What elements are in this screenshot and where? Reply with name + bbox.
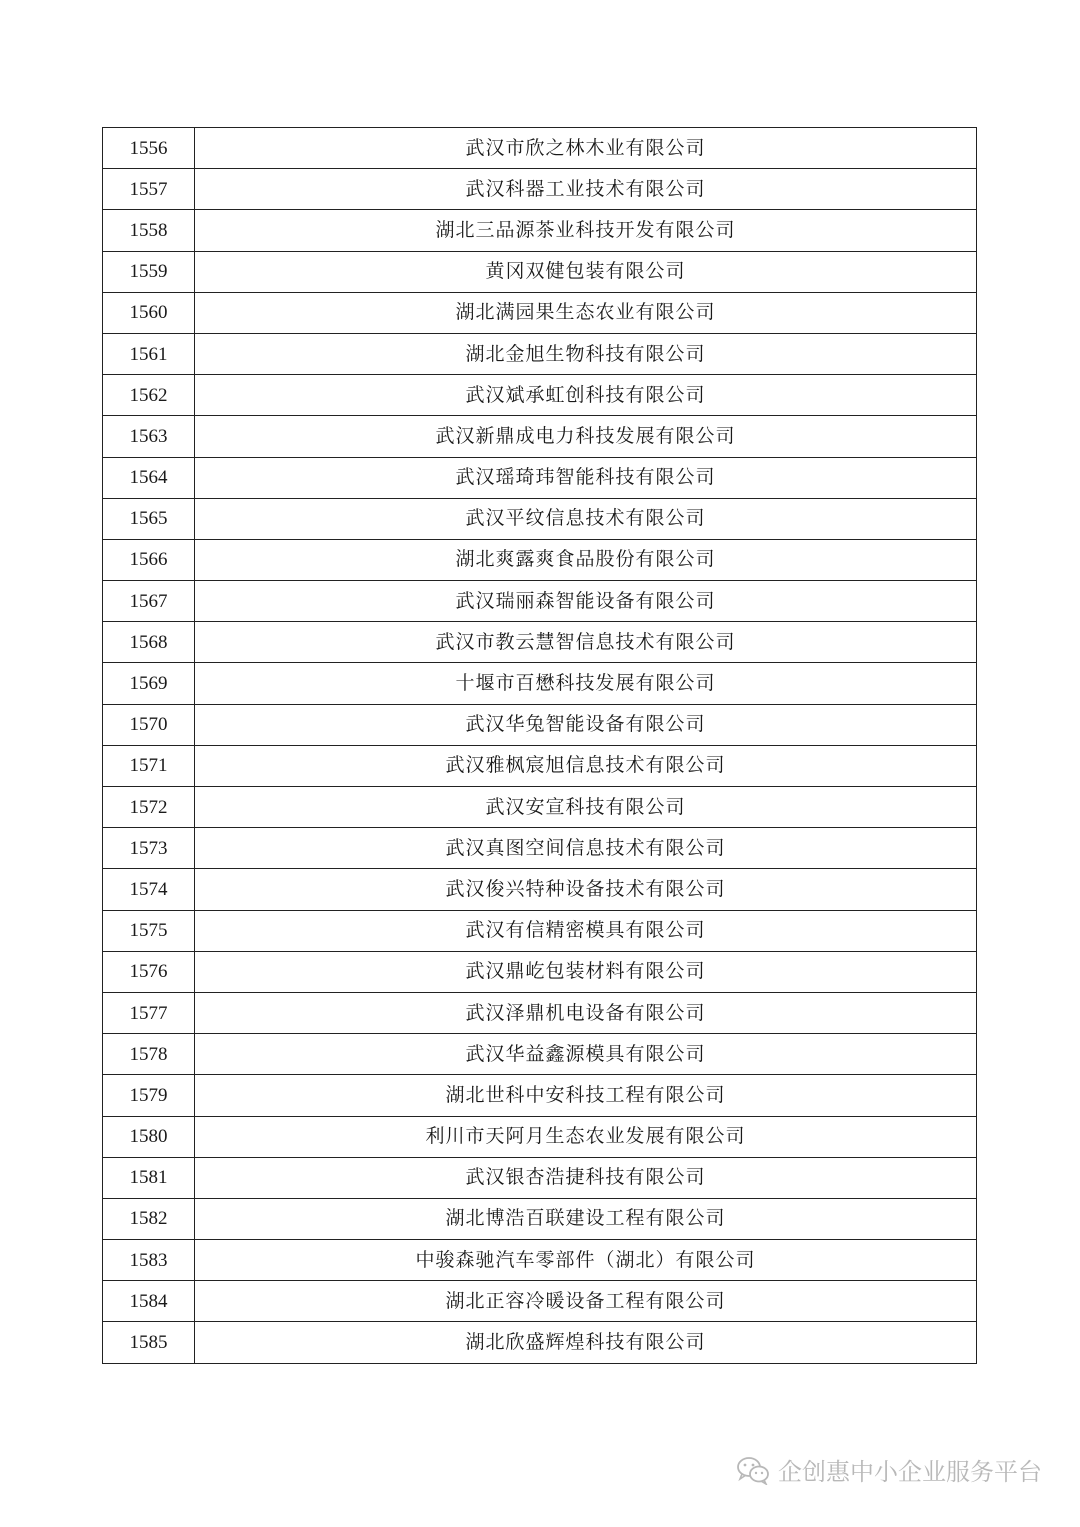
table-row <box>103 910 977 951</box>
row-number: 1558 <box>103 210 195 251</box>
watermark-text: 企创惠中小企业服务平台 <box>778 1458 1042 1486</box>
company-name: 湖北正容冷暖设备工程有限公司 <box>195 1281 977 1322</box>
table-row <box>103 828 977 869</box>
table-row <box>103 251 977 292</box>
table-row <box>103 1157 977 1198</box>
table-row <box>103 663 977 704</box>
table-row <box>103 1075 977 1116</box>
table-row <box>103 169 977 210</box>
table-row <box>103 581 977 622</box>
row-number: 1564 <box>103 457 195 498</box>
table-row <box>103 787 977 828</box>
wechat-icon <box>736 1455 770 1485</box>
table-row <box>103 333 977 374</box>
company-name: 武汉华益鑫源模具有限公司 <box>195 1034 977 1075</box>
company-name: 中骏森驰汽车零部件（湖北）有限公司 <box>195 1240 977 1281</box>
table-row <box>103 992 977 1033</box>
company-name: 十堰市百懋科技发展有限公司 <box>195 663 977 704</box>
table-row <box>103 416 977 457</box>
row-number: 1571 <box>103 745 195 786</box>
company-name: 利川市天阿月生态农业发展有限公司 <box>195 1116 977 1157</box>
row-number: 1577 <box>103 992 195 1033</box>
row-number: 1574 <box>103 869 195 910</box>
row-number: 1567 <box>103 581 195 622</box>
row-number: 1562 <box>103 375 195 416</box>
row-number: 1573 <box>103 828 195 869</box>
company-name: 武汉平纹信息技术有限公司 <box>195 498 977 539</box>
row-number: 1575 <box>103 910 195 951</box>
company-name: 武汉鼎屹包装材料有限公司 <box>195 951 977 992</box>
table-row <box>103 375 977 416</box>
company-name: 湖北满园果生态农业有限公司 <box>195 292 977 333</box>
company-name: 武汉有信精密模具有限公司 <box>195 910 977 951</box>
company-name: 武汉银杏浩捷科技有限公司 <box>195 1157 977 1198</box>
company-name: 黄冈双健包装有限公司 <box>195 251 977 292</box>
company-name: 武汉新鼎成电力科技发展有限公司 <box>195 416 977 457</box>
company-name: 湖北欣盛辉煌科技有限公司 <box>195 1322 977 1363</box>
row-number: 1578 <box>103 1034 195 1075</box>
row-number: 1579 <box>103 1075 195 1116</box>
table-row <box>103 951 977 992</box>
table-row <box>103 128 977 169</box>
company-name: 湖北金旭生物科技有限公司 <box>195 333 977 374</box>
table-row <box>103 210 977 251</box>
table-row <box>103 292 977 333</box>
row-number: 1583 <box>103 1240 195 1281</box>
company-name: 湖北三品源茶业科技开发有限公司 <box>195 210 977 251</box>
row-number: 1566 <box>103 539 195 580</box>
row-number: 1580 <box>103 1116 195 1157</box>
table-row <box>103 539 977 580</box>
company-name: 武汉安宣科技有限公司 <box>195 787 977 828</box>
row-number: 1556 <box>103 128 195 169</box>
company-name: 武汉市教云慧智信息技术有限公司 <box>195 622 977 663</box>
row-number: 1582 <box>103 1198 195 1239</box>
row-number: 1572 <box>103 787 195 828</box>
table-row <box>103 1198 977 1239</box>
table-row <box>103 1240 977 1281</box>
row-number: 1563 <box>103 416 195 457</box>
row-number: 1584 <box>103 1281 195 1322</box>
row-number: 1560 <box>103 292 195 333</box>
row-number: 1581 <box>103 1157 195 1198</box>
table-row <box>103 1281 977 1322</box>
table-row <box>103 457 977 498</box>
table-row <box>103 869 977 910</box>
table-row <box>103 1322 977 1363</box>
company-name: 湖北世科中安科技工程有限公司 <box>195 1075 977 1116</box>
row-number: 1576 <box>103 951 195 992</box>
company-name: 武汉俊兴特种设备技术有限公司 <box>195 869 977 910</box>
company-name: 湖北爽露爽食品股份有限公司 <box>195 539 977 580</box>
row-number: 1570 <box>103 704 195 745</box>
company-table <box>102 127 977 1364</box>
table-row <box>103 498 977 539</box>
table-row <box>103 1116 977 1157</box>
company-name: 武汉雅枫宸旭信息技术有限公司 <box>195 745 977 786</box>
company-name: 湖北博浩百联建设工程有限公司 <box>195 1198 977 1239</box>
company-name: 武汉科器工业技术有限公司 <box>195 169 977 210</box>
row-number: 1557 <box>103 169 195 210</box>
table-row <box>103 704 977 745</box>
table-row <box>103 622 977 663</box>
table-row <box>103 1034 977 1075</box>
row-number: 1568 <box>103 622 195 663</box>
company-name: 武汉真图空间信息技术有限公司 <box>195 828 977 869</box>
company-name: 武汉华兔智能设备有限公司 <box>195 704 977 745</box>
row-number: 1565 <box>103 498 195 539</box>
table-body <box>103 128 977 1364</box>
company-name: 武汉瑶琦玮智能科技有限公司 <box>195 457 977 498</box>
table-row <box>103 745 977 786</box>
company-name: 武汉斌承虹创科技有限公司 <box>195 375 977 416</box>
row-number: 1585 <box>103 1322 195 1363</box>
row-number: 1561 <box>103 333 195 374</box>
watermark <box>736 1452 1042 1487</box>
company-name: 武汉市欣之林木业有限公司 <box>195 128 977 169</box>
row-number: 1559 <box>103 251 195 292</box>
row-number: 1569 <box>103 663 195 704</box>
company-name: 武汉瑞丽森智能设备有限公司 <box>195 581 977 622</box>
company-name: 武汉泽鼎机电设备有限公司 <box>195 992 977 1033</box>
